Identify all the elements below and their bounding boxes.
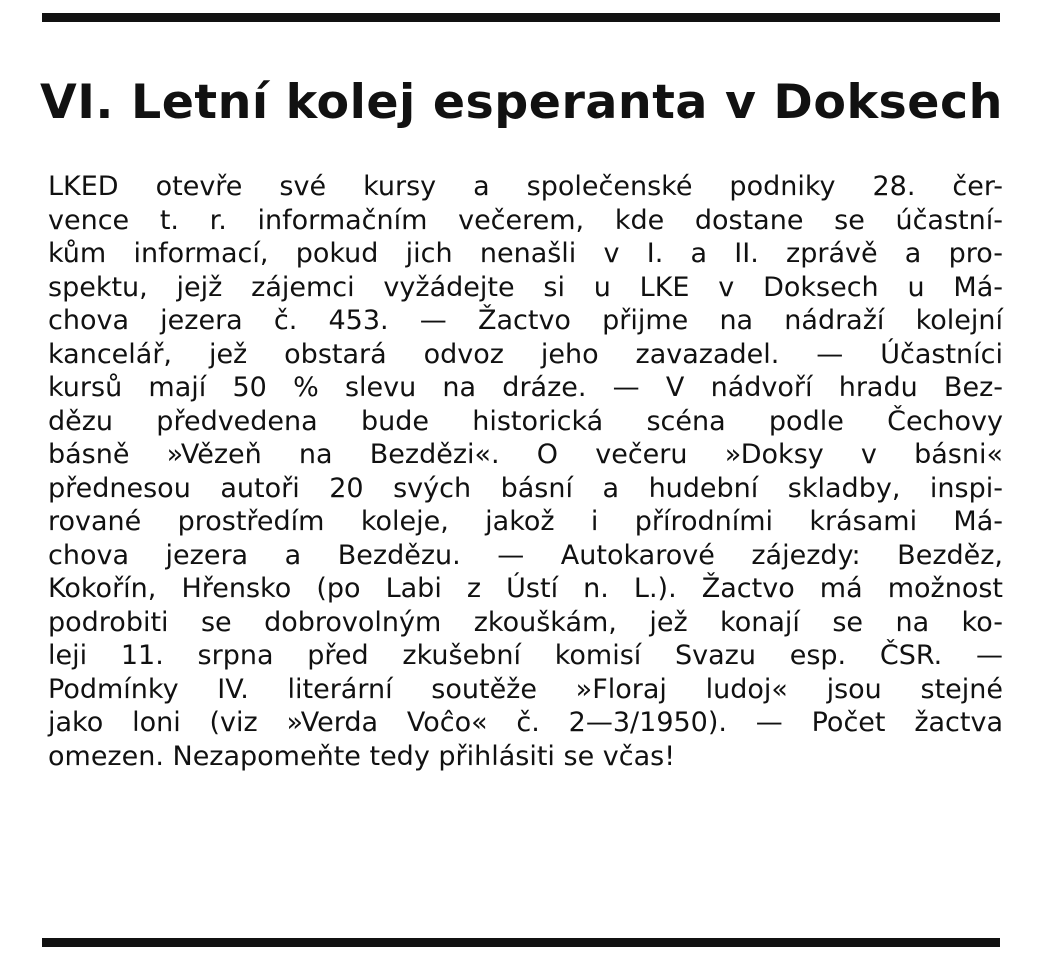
body-line: Podmínky IV. literární soutěže »Floraj ludoj« jsou stejné	[48, 673, 1003, 705]
body-line: jako loni (viz »Verda Voĉo« č. 2—3/1950). — Počet žactva	[48, 707, 1003, 738]
body-line: dězu předvedena bude historická scéna podle Čechovy	[48, 405, 1003, 437]
body-line: Kokořín, Hřensko (po Labi z Ústí n. L.). Žactvo má možnost	[48, 573, 1003, 604]
bottom-rule	[42, 938, 1000, 947]
top-rule	[42, 13, 1000, 22]
body-line: kům informací, pokud jich nenašli v I. a II. zprávě a pro-	[48, 238, 1003, 269]
body-line: chova jezera č. 453. — Žactvo přijme na nádraží kolejní	[48, 305, 1003, 336]
article-title: VI. Letní kolej esperanta v Doksech	[40, 75, 1003, 130]
body-line: přednesou autoři 20 svých básní a hudební skladby, inspi-	[48, 472, 1003, 504]
body-line: kursů mají 50 % slevu na dráze. — V nádvoří hradu Bez-	[48, 372, 1003, 403]
body-line: leji 11. srpna před zkušební komisí Svazu esp. ČSR. —	[48, 640, 1003, 671]
body-line: kancelář, jež obstará odvoz jeho zavazadel. — Účastníci	[48, 338, 1003, 370]
body-line: chova jezera a Bezdězu. — Autokarové zájezdy: Bezděz,	[48, 539, 1003, 571]
body-line: LKED otevře své kursy a společenské podniky 28. čer-	[48, 171, 1003, 202]
body-line: rované prostředím koleje, jakož i přírodními krásami Má-	[48, 506, 1003, 537]
body-line: podrobiti se dobrovolným zkouškám, jež konají se na ko-	[48, 606, 1003, 638]
body-line: básně »Vězeň na Bezdězi«. O večeru »Doksy v básni«	[48, 439, 1003, 470]
body-line: spektu, jejž zájemci vyžádejte si u LKE v Doksech u Má-	[48, 271, 1003, 303]
body-line: vence t. r. informačním večerem, kde dostane se účastní-	[48, 204, 1003, 236]
article-body	[48, 170, 1003, 773]
body-line: omezen. Nezapomeňte tedy přihlásiti se včas!	[48, 740, 676, 772]
